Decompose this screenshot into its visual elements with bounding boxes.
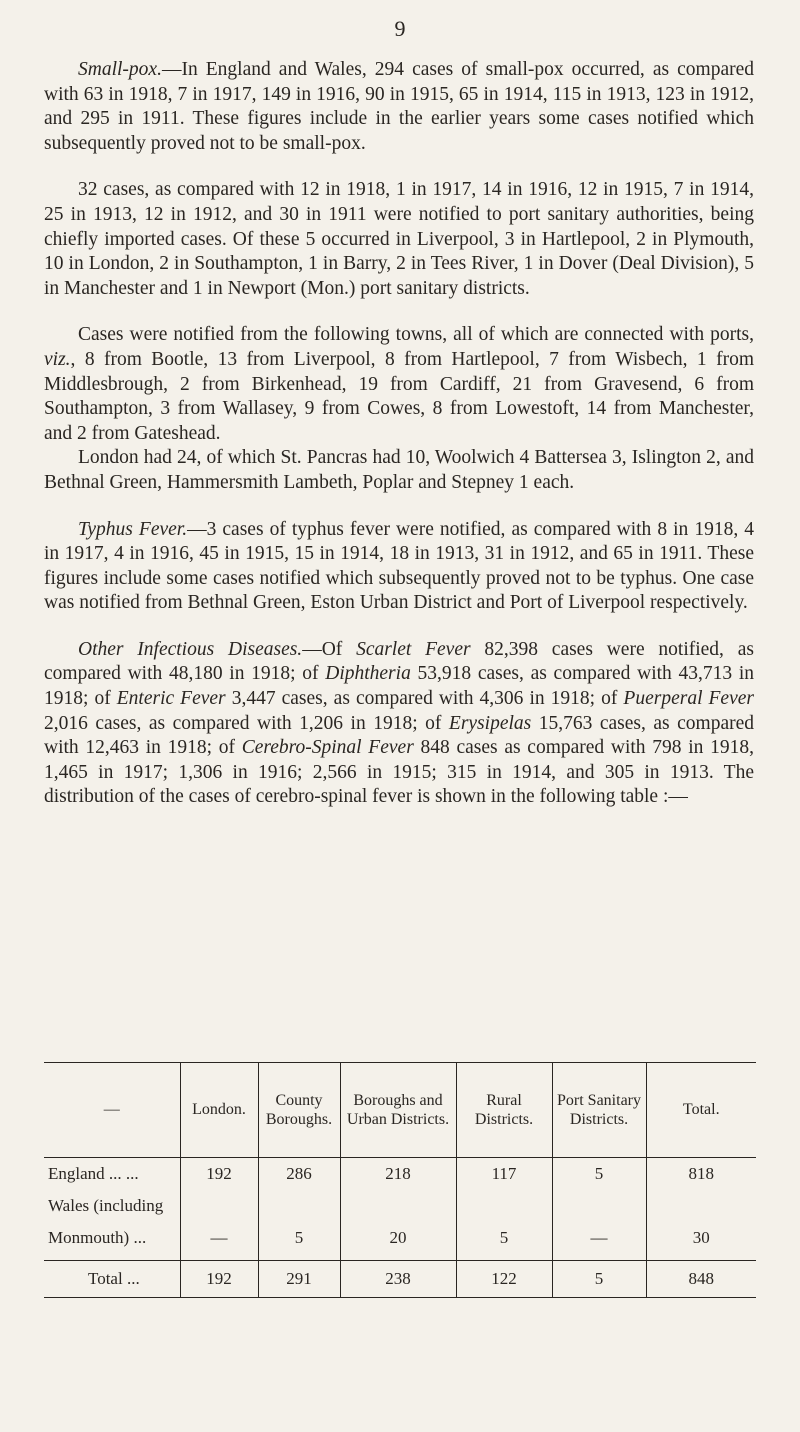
table-cell (180, 1190, 258, 1222)
total-label: Total ... (44, 1260, 180, 1297)
other-text-7: 848 cases as compared with 798 in 1918, 1,465 in 1917; 1,306 in 1916; 2,566 in 1915; 315 in 1914, and 305 in 1913. The distribution of the cases of cerebro-spinal fever is shown in the following table :— (44, 737, 754, 808)
header-boroughs-urban: Boroughs and Urban Districts. (340, 1063, 456, 1157)
table-cell (456, 1190, 552, 1222)
table-total-row (44, 1260, 756, 1297)
table-header-row (44, 1063, 756, 1157)
other-text-3: 53,918 cases, as compared with 43,713 in 1918; of (44, 663, 754, 710)
total-cell: 122 (456, 1260, 552, 1297)
smallpox-paragraph (44, 58, 754, 156)
smallpox-text: —In England and Wales, 294 cases of small-pox occurred, as compared with 63 in 1918, 7 in 1917, 149 in 1916, 90 in 1915, 65 in 1914, 115 in 1913, 123 in 1912, and 295 in 1911. These figures include in the earlier years some cases notified which subsequently proved not to be small-pox. (44, 59, 754, 154)
table-row (44, 1190, 756, 1222)
header-port-sanitary: Port Sanitary Districts. (552, 1063, 646, 1157)
table-cell: 5 (258, 1222, 340, 1261)
table-row (44, 1157, 756, 1190)
table-cell: 5 (456, 1222, 552, 1261)
table-cell: 117 (456, 1157, 552, 1190)
table-cell: — (552, 1222, 646, 1261)
table-cell: — (180, 1222, 258, 1261)
other-text-4: 3,447 cases, as compared with 4,306 in 1918; of (225, 688, 624, 710)
other-diseases-paragraph (44, 638, 754, 810)
other-text-5: 2,016 cases, as compared with 1,206 in 1918; of (44, 712, 449, 734)
table-cell: 286 (258, 1157, 340, 1190)
table-cell: 30 (692, 1227, 710, 1247)
row-label: Wales (including (44, 1190, 180, 1222)
header-total: Total. (682, 1101, 720, 1119)
total-cell: 291 (258, 1260, 340, 1297)
smallpox-heading: Small-pox. (78, 59, 162, 80)
enteric-fever-term: Enteric Fever (116, 688, 226, 710)
header-dash: — (44, 1063, 180, 1157)
header-london: London. (180, 1063, 258, 1157)
total-cell: 192 (180, 1260, 258, 1297)
diphtheria-term: Diphtheria (325, 663, 411, 685)
header-county-boroughs: County Boroughs. (258, 1063, 340, 1157)
table-row (44, 1222, 756, 1261)
row-label: Monmouth) ... (44, 1222, 180, 1261)
typhus-heading: Typhus Fever. (78, 518, 188, 540)
table-cell (646, 1190, 756, 1222)
page-number: 9 (394, 16, 406, 41)
table-cell (258, 1190, 340, 1222)
header-rural: Rural Districts. (456, 1063, 552, 1157)
total-cell: 848 (646, 1260, 756, 1297)
erysipelas-term: Erysipelas (448, 712, 532, 734)
towns-text-a: Cases were notified from the following towns, all of which are connected with ports, (78, 324, 754, 346)
total-cell: 238 (340, 1260, 456, 1297)
other-text-6: 15,763 cases, as compared with 12,463 in 1918; of (44, 712, 755, 759)
table-cell (552, 1190, 646, 1222)
typhus-text: —3 cases of typhus fever were notified, as compared with 8 in 1918, 4 in 1917, 4 in 1916, 45 in 1915, 15 in 1914, 18 in 1913, 31 in 1912, and 65 in 1911. These figures include some cases notified which subsequently proved not to be typhus. One case was notified from Bethnal Green, Eston Urban District and Port of Liverpool respectively. (44, 518, 754, 614)
typhus-paragraph (44, 518, 754, 616)
total-cell: 5 (552, 1260, 646, 1297)
cerebro-spinal-table (44, 1063, 756, 1298)
towns-text-b: , 8 from Bootle, 13 from Liverpool, 8 from Hartlepool, 7 from Wisbech, 1 from Middlesbrough, 2 from Birkenhead, 19 from Cardiff, 21 from Gravesend, 6 from Southampton, 3 from Wallasey, 9 from Cowes, 8 from Lowestoft, 14 from Manchester, and 2 from Gateshead. (44, 348, 754, 444)
cerebro-spinal-table-wrap (44, 1062, 756, 1298)
table-cell (340, 1190, 456, 1222)
table-cell: 192 (180, 1157, 258, 1190)
cerebro-spinal-fever-term: Cerebro-Spinal Fever (241, 737, 414, 759)
table-cell: 818 (688, 1163, 714, 1183)
ports-paragraph: 32 cases, as compared with 12 in 1918, 1 in 1917, 14 in 1916, 12 in 1915, 7 in 1914, 25 in 1913, 12 in 1912, and 30 in 1911 were notified to port sanitary authorities, being chiefly imported cases. Of these 5 occurred in Liverpool, 3 in Hartlepool, 2 in Plymouth, 10 in London, 2 in Southampton, 1 in Barry, 2 in Tees River, 1 in Dover (Deal Division), 5 in Manchester and 1 in Newport (Mon.) port sanitary districts. (44, 179, 754, 299)
towns-viz: viz. (44, 348, 71, 370)
table-cell: 20 (340, 1222, 456, 1261)
puerperal-fever-term: Puerperal Fever (623, 688, 754, 710)
table-cell: 5 (552, 1157, 646, 1190)
london-paragraph: London had 24, of which St. Pancras had 10, Woolwich 4 Battersea 3, Islington 2, and Bethnal Green, Hammersmith Lambeth, Poplar and Stepney 1 each. (44, 447, 754, 493)
other-text-2: 82,398 cases were notified, as compared with 48,180 in 1918; of (44, 638, 754, 685)
page-body (44, 58, 754, 832)
other-text-1: —Of (302, 638, 357, 660)
scarlet-fever-term: Scarlet Fever (356, 638, 471, 660)
table-cell: 218 (340, 1157, 456, 1190)
other-heading: Other Infectious Diseases. (78, 638, 303, 660)
towns-paragraph (44, 323, 754, 446)
row-label: England ... ... (44, 1157, 180, 1190)
